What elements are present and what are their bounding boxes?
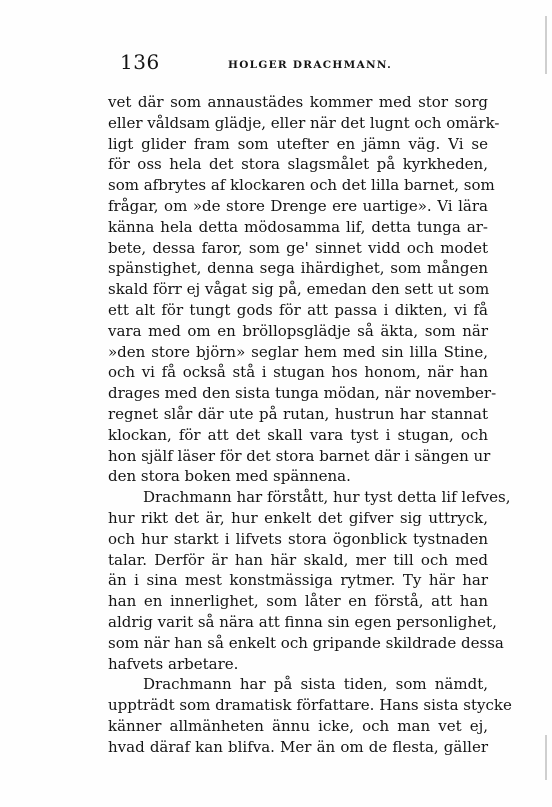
text-line: känner allmänheten ännu icke, och man vet ej, <box>108 716 488 735</box>
text-line: ligt glider fram som utefter en jämn väg. Vi se <box>108 134 488 153</box>
text-line: bete, dessa faror, som ge' sinnet vidd och modet <box>108 238 488 257</box>
text-line: Drachmann har förstått, hur tyst detta lif lefves, <box>143 488 511 507</box>
text-line: Drachmann har på sista tiden, som nämdt, <box>143 675 488 694</box>
body-text <box>108 92 512 758</box>
page-number: 136 <box>120 50 160 74</box>
text-line: hvad däraf kan blifva. Mer än om de flesta, gäller <box>108 737 488 756</box>
text-line: uppträdt som dramatisk författare. Hans sista stycke <box>108 696 512 715</box>
text-line: regnet slår där ute på rutan, hustrun har stannat <box>108 404 488 423</box>
text-line: vara med om en bröllopsglädje så äkta, som när <box>108 321 488 340</box>
text-line: för oss hela det stora slagsmålet på kyrkheden, <box>108 155 488 174</box>
text-line: han en innerlighet, som låter en förstå, att han <box>108 592 488 611</box>
text-line: hafvets arbetare. <box>108 654 239 673</box>
text-line: och vi få också stå i stugan hos honom, när han <box>108 363 488 382</box>
text-line: än i sina mest konstmässiga rytmer. Ty här har <box>108 571 488 590</box>
text-line: vet där som annaustädes kommer med stor sorg <box>108 93 488 111</box>
page-header <box>120 50 482 78</box>
text-line: klockan, för att det skall vara tyst i stugan, och <box>108 425 488 444</box>
text-line: skald förr ej vågat sig på, emedan den sett ut som <box>108 280 490 299</box>
text-line: känna hela detta mödosamma lif, detta tunga ar- <box>108 217 488 236</box>
text-line: spänstighet, denna sega ihärdighet, som mången <box>108 259 488 278</box>
scan-edge-mark-bottom <box>545 735 547 780</box>
text-line: som när han så enkelt och gripande skildrade dessa <box>108 633 504 652</box>
text-line: frågar, om »de store Drenge ere uartige». Vi lära <box>108 196 488 215</box>
text-line: hon själf läser för det stora barnet där i sängen ur <box>108 446 491 465</box>
text-line: aldrig varit så nära att finna sin egen personlighet, <box>108 612 497 631</box>
text-line: eller våldsam glädje, eller när det lugnt och omärk- <box>108 113 500 132</box>
text-line: och hur starkt i lifvets stora ögonblick tystnaden <box>108 529 488 548</box>
scan-edge-mark-top <box>545 16 547 74</box>
text-line: som afbrytes af klockaren och det lilla barnet, som <box>108 176 495 195</box>
text-line: »den store björn» seglar hem med sin lilla Stine, <box>108 342 488 361</box>
text-line: talar. Derför är han här skald, mer till och med <box>108 550 488 569</box>
text-line: drages med den sista tunga mödan, när november- <box>108 384 497 403</box>
text-line: hur rikt det är, hur enkelt det gifver sig uttryck, <box>108 508 488 527</box>
text-line: den stora boken med spännena. <box>108 467 351 486</box>
running-head: HOLGER DRACHMANN. <box>228 59 393 71</box>
text-line: ett alt för tungt gods för att passa i dikten, vi få <box>108 300 488 319</box>
